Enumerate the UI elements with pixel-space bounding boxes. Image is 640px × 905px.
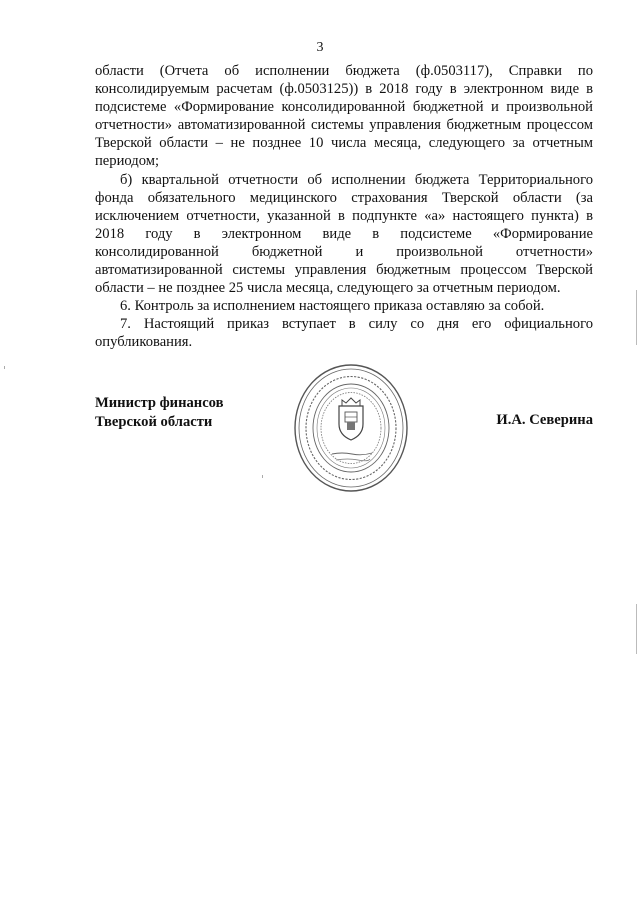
scan-margin-mark — [636, 604, 637, 654]
paragraph-item-6: 6. Контроль за исполнением настоящего приказа оставляю за собой. — [120, 298, 545, 315]
page-number: 3 — [316, 40, 324, 55]
paragraph-continuation: области (Отчета об исполнении бюджета (ф.0503117), Справки по консолидируемым расчетам (ф.0503125)) в 2018 году в электронном виде в подсистеме «Формирование консолидированной бюджетной и произвольной отчетности» автоматизированной системы управления бюджетным процессом Тверской области – не позднее 10 числа месяца, следующего за отчетным периодом; — [95, 63, 593, 170]
scan-artifact — [262, 475, 263, 478]
paragraph-subitem-b: б) квартальной отчетности об исполнении бюджета Территориального фонда обязательного медицинского страхования Тверской области (за исключением отчетности, указанной в подпункте «а» настоящего пункта) в 2018 году в электронном виде в подсистеме «Формирование консолидированной бюджетной и произвольной отчетности» автоматизированной системы управления бюджетным процессом Тверской области – не позднее 25 числа месяца, следующего за отчетным периодом. — [95, 171, 593, 297]
signatory-title-line-2: Тверской области — [95, 414, 213, 430]
official-seal-icon — [292, 362, 410, 494]
scan-margin-mark — [636, 290, 637, 345]
signatory-title — [95, 394, 224, 432]
document-body — [95, 62, 593, 352]
scan-artifact — [4, 366, 5, 369]
signatory-title-line-1: Министр финансов — [95, 395, 224, 411]
signatory-name: И.А. Северина — [496, 412, 593, 428]
paragraph-item-7: 7. Настоящий приказ вступает в силу со дня его официального опубликования. — [95, 316, 593, 351]
